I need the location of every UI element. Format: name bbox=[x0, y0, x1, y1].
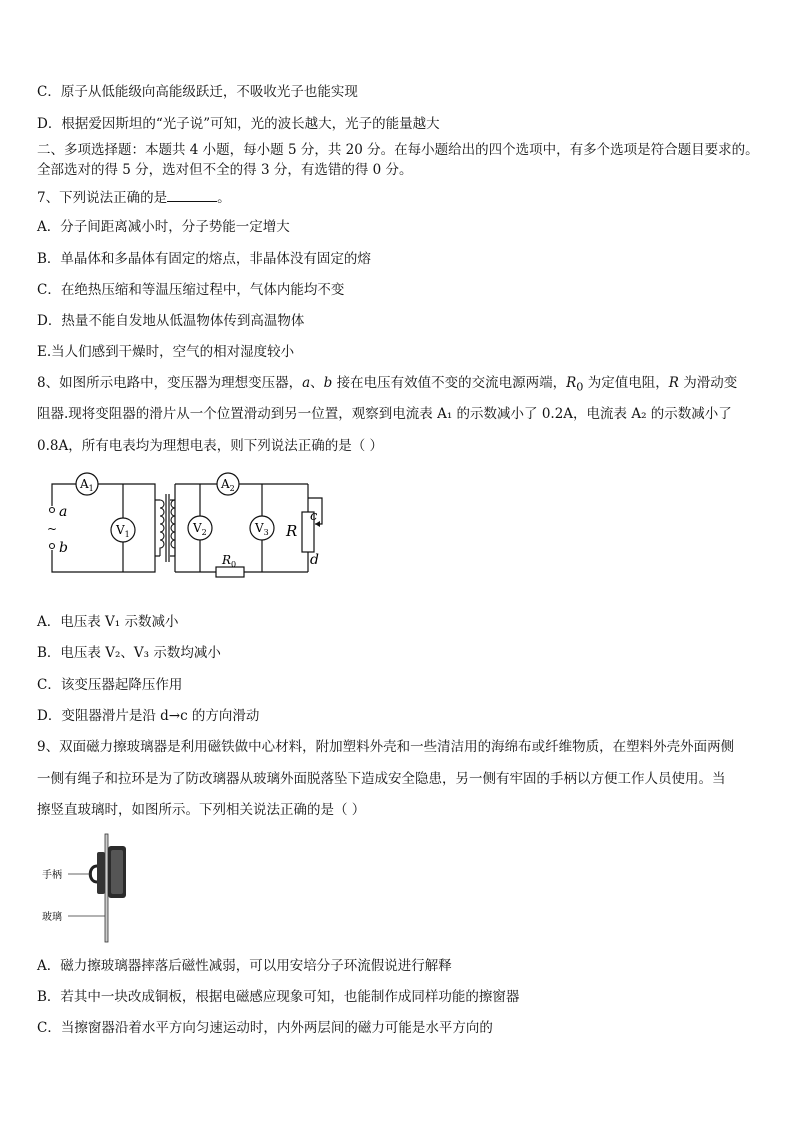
q7-stem bbox=[37, 187, 231, 207]
q6-option-d: D．根据爱因斯坦的“光子说”可知，光的波长越大，光子的能量越大 bbox=[37, 116, 440, 132]
q8-voltmeter-v3-label: $V_3$ bbox=[255, 521, 269, 537]
q8-r0-subscript: 0 bbox=[576, 380, 584, 394]
q8-stem-line3: 0.8A，所有电表均为理想电表，则下列说法正确的是（ ） bbox=[37, 438, 384, 454]
q9-handle-label: 手柄 bbox=[42, 870, 62, 881]
q8-voltmeter-v1-label: $V_1$ bbox=[116, 523, 130, 539]
q9-cleaner-figure bbox=[40, 832, 150, 947]
q8-stem-line2: 阻器.现将变阻器的滑片从一个位置滑动到另一位置，观察到电流表 A₁ 的示数减小了 0.2A，电流表 A₂ 的示数减小了 bbox=[37, 406, 732, 422]
q6-option-c: C．原子从低能级向高能级跃迁，不吸收光子也能实现 bbox=[37, 84, 358, 100]
q8-figure-terminal-d: d bbox=[310, 552, 319, 568]
q7-option-c: C．在绝热压缩和等温压缩过程中，气体内能均不变 bbox=[37, 282, 345, 298]
q9-option-c: C．当擦窗器沿着水平方向匀速运动时，内外两层间的磁力可能是水平方向的 bbox=[37, 1020, 493, 1036]
q7-option-b: B．单晶体和多晶体有固定的熔点，非晶体没有固定的熔 bbox=[37, 251, 371, 267]
q8-stem-text: 接在电压有效值不变的交流电源两端， bbox=[332, 375, 567, 391]
q8-ac-source-symbol: ~ bbox=[47, 522, 58, 536]
q8-r-symbol: R bbox=[668, 375, 679, 391]
q9-option-b: B．若其中一块改成铜板，根据电磁感应现象可知，也能制作成同样功能的擦窗器 bbox=[37, 989, 520, 1005]
q7-answer-blank bbox=[167, 187, 217, 202]
q8-separator: 、 bbox=[310, 375, 324, 391]
q8-option-a: A．电压表 V₁ 示数减小 bbox=[37, 614, 179, 630]
q8-figure-r0-label: $R_0$ bbox=[222, 553, 237, 569]
q8-stem-text: 为定值电阻， bbox=[583, 375, 669, 391]
q9-stem-line1: 9、双面磁力擦玻璃器是利用磁铁做中心材料，附加塑料外壳和一些清洁用的海绵布或纤维物质，在塑料外壳外面两侧 bbox=[37, 739, 735, 755]
q8-figure-terminal-a: a bbox=[59, 504, 68, 520]
q8-option-c: C．该变压器起降压作用 bbox=[37, 677, 183, 693]
q8-stem-text: 8、如图所示电路中，变压器为理想变压器， bbox=[37, 375, 303, 391]
q8-option-b: B．电压表 V₂、V₃ 示数均减小 bbox=[37, 645, 221, 661]
q8-figure-terminal-b: b bbox=[59, 540, 68, 556]
section2-instructions-line2: 全部选对的得 5 分，选对但不全的得 3 分，有选错的得 0 分。 bbox=[37, 162, 413, 178]
q8-figure-rheostat-label: R bbox=[286, 522, 298, 540]
q8-circuit-figure bbox=[40, 470, 340, 585]
section2-instructions-line1: 二、多项选择题：本题共 4 小题，每小题 5 分，共 20 分。在每小题给出的四个选项中，有多个选项是符合题目要求的。 bbox=[37, 142, 759, 158]
q8-ammeter-a2-label: $A_2$ bbox=[221, 477, 235, 493]
q8-ammeter-a1-label: $A_1$ bbox=[80, 477, 94, 493]
q7-option-e: E.当人们感到干燥时，空气的相对湿度较小 bbox=[37, 344, 295, 360]
q9-stem-line2: 一侧有绳子和拉环是为了防改璃器从玻璃外面脱落坠下造成安全隐患，另一侧有牢固的手柄以方便工作人员使用。当 bbox=[37, 771, 726, 787]
q8-terminal-b: b bbox=[323, 375, 333, 391]
q7-stem-prefix: 7、下列说法正确的是 bbox=[37, 190, 168, 206]
q8-stem-text: 为滑动变 bbox=[678, 375, 738, 391]
q8-stem-line1 bbox=[37, 374, 737, 397]
q8-terminal-a: a bbox=[302, 375, 311, 391]
q8-figure-slider-c: c bbox=[310, 509, 318, 524]
q7-option-d: D．热量不能自发地从低温物体传到高温物体 bbox=[37, 313, 305, 329]
q8-r0-symbol: R bbox=[566, 375, 577, 391]
q7-option-a: A．分子间距离减小时，分子势能一定增大 bbox=[37, 219, 290, 235]
q9-option-a: A．磁力擦玻璃器摔落后磁性减弱，可以用安培分子环流假说进行解释 bbox=[37, 958, 452, 974]
q8-voltmeter-v2-label: $V_2$ bbox=[193, 521, 207, 537]
q8-option-d: D．变阻器滑片是沿 d→c 的方向滑动 bbox=[37, 708, 260, 724]
q7-stem-suffix: 。 bbox=[217, 190, 231, 206]
q9-stem-line3: 擦竖直玻璃时，如图所示。下列相关说法正确的是（ ） bbox=[37, 802, 366, 818]
q9-glass-label: 玻璃 bbox=[42, 912, 62, 923]
